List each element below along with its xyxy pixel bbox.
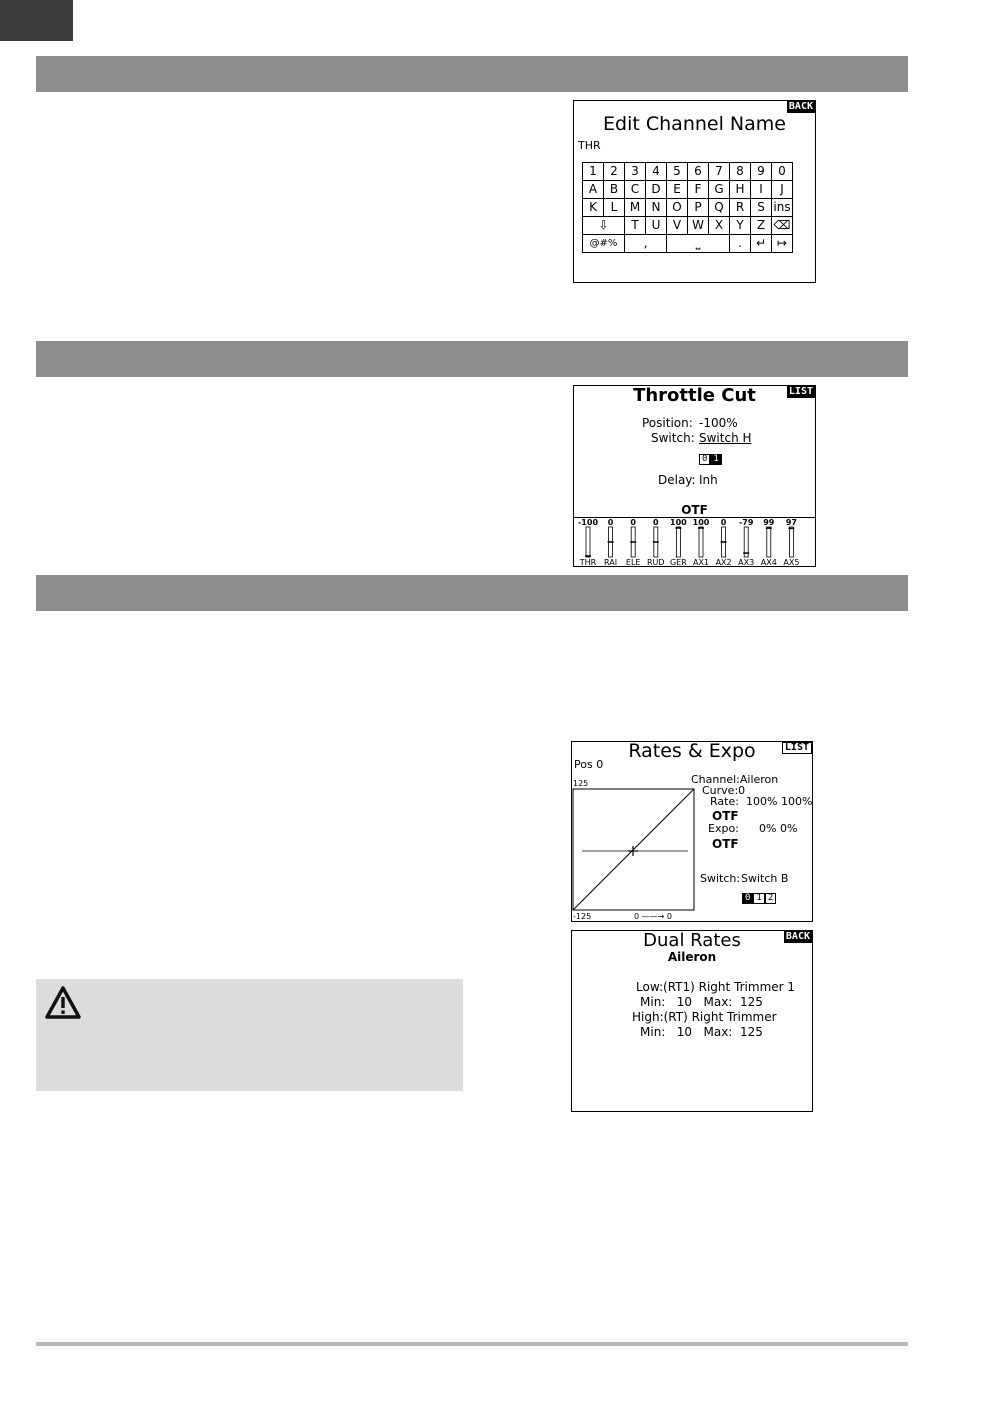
channel-value: -79 — [738, 518, 754, 527]
channel-value: 0 — [607, 518, 614, 527]
keyboard-key[interactable]: C — [625, 181, 646, 199]
keyboard-row — [583, 181, 793, 199]
keyboard-row — [583, 163, 793, 181]
position-readout: Pos 0 — [574, 758, 604, 771]
keyboard-key[interactable]: 8 — [730, 163, 751, 181]
keyboard-key[interactable]: 5 — [667, 163, 688, 181]
channel-label: ELE — [625, 558, 641, 566]
screen-title: Dual Rates — [643, 930, 741, 951]
throttle-cut-screen — [573, 385, 816, 567]
channel-label: AX4 — [760, 558, 777, 566]
keyboard-row — [583, 217, 793, 235]
keyboard-key[interactable]: ins — [772, 199, 793, 217]
channel-label: THR — [579, 558, 597, 566]
switch-position-0: 0 — [742, 893, 753, 904]
high-rate-assignment[interactable]: High:(RT) Right Trimmer — [632, 1010, 777, 1024]
switch-position-1: 1 — [753, 893, 764, 904]
keyboard-key[interactable]: U — [646, 217, 667, 235]
expo-label: Expo: — [708, 822, 739, 835]
keyboard-key[interactable]: L — [604, 199, 625, 217]
channel-label: RAI — [604, 558, 618, 566]
keyboard-key[interactable]: N — [646, 199, 667, 217]
x-axis-label: 0 ——→ 0 — [634, 912, 672, 921]
section-header-bar — [36, 341, 908, 377]
footer-rule — [36, 1342, 908, 1346]
switch-position-0: 0 — [699, 454, 710, 465]
channel-bar — [586, 527, 590, 557]
otf-label[interactable]: OTF — [681, 503, 708, 517]
channel-value: -100 — [577, 518, 599, 527]
channel-label: GER — [669, 558, 687, 566]
keyboard-key[interactable]: K — [583, 199, 604, 217]
channel-value: 99 — [763, 518, 775, 527]
keyboard-key[interactable]: . — [730, 235, 751, 253]
keyboard-key[interactable]: G — [709, 181, 730, 199]
keyboard-key[interactable]: T — [625, 217, 646, 235]
keyboard-key[interactable]: F — [688, 181, 709, 199]
keyboard-key[interactable]: 9 — [751, 163, 772, 181]
keyboard-key[interactable]: R — [730, 199, 751, 217]
switch-value[interactable]: Switch B — [741, 872, 789, 885]
channel-bar — [699, 527, 703, 557]
keyboard-key[interactable]: ⎵ — [667, 235, 730, 253]
keyboard-key[interactable]: 6 — [688, 163, 709, 181]
keyboard-key[interactable]: E — [667, 181, 688, 199]
switch-position-indicator — [699, 446, 722, 465]
keyboard-key[interactable]: ↵ — [751, 235, 772, 253]
on-screen-keyboard — [582, 162, 793, 253]
high-rate-minmax[interactable]: Min: 10 Max: 125 — [640, 1025, 763, 1039]
channel-value: 0 — [720, 518, 727, 527]
keyboard-key[interactable]: A — [583, 181, 604, 199]
keyboard-key[interactable]: X — [709, 217, 730, 235]
list-button[interactable]: LIST — [788, 386, 813, 397]
expo-values[interactable]: 0% 0% — [759, 822, 798, 835]
keyboard-key[interactable]: P — [688, 199, 709, 217]
back-button[interactable]: BACK — [788, 101, 813, 112]
y-axis-max: 125 — [573, 779, 589, 788]
channel-label: RUD — [647, 558, 665, 566]
edit-channel-name-screen — [573, 100, 816, 283]
switch-position-2: 2 — [765, 893, 776, 904]
channel-label: AX3 — [738, 558, 755, 566]
channel-name-value[interactable]: THR — [578, 139, 601, 152]
page-corner-tab — [0, 0, 73, 41]
screen-title: Rates & Expo — [628, 741, 756, 762]
keyboard-row — [583, 199, 793, 217]
keyboard-key[interactable]: D — [646, 181, 667, 199]
keyboard-key[interactable]: ↦ — [772, 235, 793, 253]
keyboard-key[interactable]: V — [667, 217, 688, 235]
back-button[interactable]: BACK — [785, 931, 810, 942]
switch-position-indicator — [742, 885, 776, 904]
otf-rate[interactable]: OTF — [712, 809, 739, 823]
keyboard-key[interactable]: S — [751, 199, 772, 217]
section-header-bar — [36, 56, 908, 92]
keyboard-key[interactable]: O — [667, 199, 688, 217]
keyboard-key[interactable]: 7 — [709, 163, 730, 181]
channel-bar — [789, 527, 793, 557]
position-label: Position: — [642, 416, 693, 430]
keyboard-key[interactable]: Q — [709, 199, 730, 217]
channel-label: AX1 — [692, 558, 710, 566]
channel-label: AX5 — [783, 558, 800, 566]
keyboard-key[interactable]: I — [751, 181, 772, 199]
channel-value: 100 — [670, 518, 687, 527]
keyboard-key[interactable]: , — [625, 235, 667, 253]
keyboard-key[interactable]: ⇩ — [583, 217, 625, 235]
delay-label: Delay: — [658, 473, 696, 487]
low-rate-minmax[interactable]: Min: 10 Max: 125 — [640, 995, 763, 1009]
keyboard-key[interactable]: B — [604, 181, 625, 199]
channel-bar — [676, 527, 680, 557]
keyboard-key[interactable]: H — [730, 181, 751, 199]
rates-expo-screen — [571, 741, 813, 922]
channel-selector[interactable]: Channel:Aileron — [691, 773, 779, 786]
keyboard-key[interactable]: @#% — [583, 235, 625, 253]
rate-values[interactable]: 100% 100% — [746, 795, 813, 808]
channel-value: 100 — [692, 518, 710, 527]
dual-rates-screen — [571, 930, 813, 1112]
keyboard-row — [583, 235, 793, 253]
keyboard-key[interactable]: 4 — [646, 163, 667, 181]
channel-label: AX2 — [715, 558, 732, 566]
switch-value[interactable]: Switch H — [699, 431, 752, 445]
screen-title: Edit Channel Name — [603, 113, 786, 135]
position-value[interactable]: -100% — [699, 416, 738, 430]
keyboard-key[interactable]: 3 — [625, 163, 646, 181]
switch-position-1: 1 — [710, 454, 721, 465]
channel-value: 0 — [630, 518, 636, 527]
channel-value: 0 — [653, 518, 659, 527]
channel-bar — [767, 527, 771, 557]
warning-triangle-icon — [44, 985, 82, 1021]
keyboard-key[interactable]: M — [625, 199, 646, 217]
keyboard-key[interactable]: 1 — [583, 163, 604, 181]
channel-monitor — [574, 518, 815, 566]
screen-title: Throttle Cut — [633, 385, 756, 406]
low-rate-assignment[interactable]: Low:(RT1) Right Trimmer 1 — [636, 980, 796, 994]
channel-value: 97 — [785, 518, 797, 527]
keyboard-key[interactable]: Z — [751, 217, 772, 235]
section-header-bar — [36, 575, 908, 611]
otf-expo[interactable]: OTF — [712, 837, 739, 851]
keyboard-key[interactable]: J — [772, 181, 793, 199]
rate-label: Rate: — [710, 795, 739, 808]
curve-graph — [572, 778, 697, 920]
keyboard-key[interactable]: ⌫ — [772, 217, 793, 235]
list-button[interactable]: LIST — [782, 742, 812, 754]
keyboard-key[interactable]: 2 — [604, 163, 625, 181]
delay-value[interactable]: Inh — [699, 473, 718, 487]
switch-label: Switch: — [651, 431, 695, 445]
keyboard-key[interactable]: 0 — [772, 163, 793, 181]
keyboard-key[interactable]: Y — [730, 217, 751, 235]
switch-label: Switch: — [700, 872, 741, 885]
warning-callout — [36, 979, 463, 1091]
curve-selector[interactable]: Curve:0 — [702, 784, 746, 797]
channel-subtitle: Aileron — [667, 950, 717, 964]
keyboard-key[interactable]: W — [688, 217, 709, 235]
y-axis-min: -125 — [573, 912, 592, 921]
